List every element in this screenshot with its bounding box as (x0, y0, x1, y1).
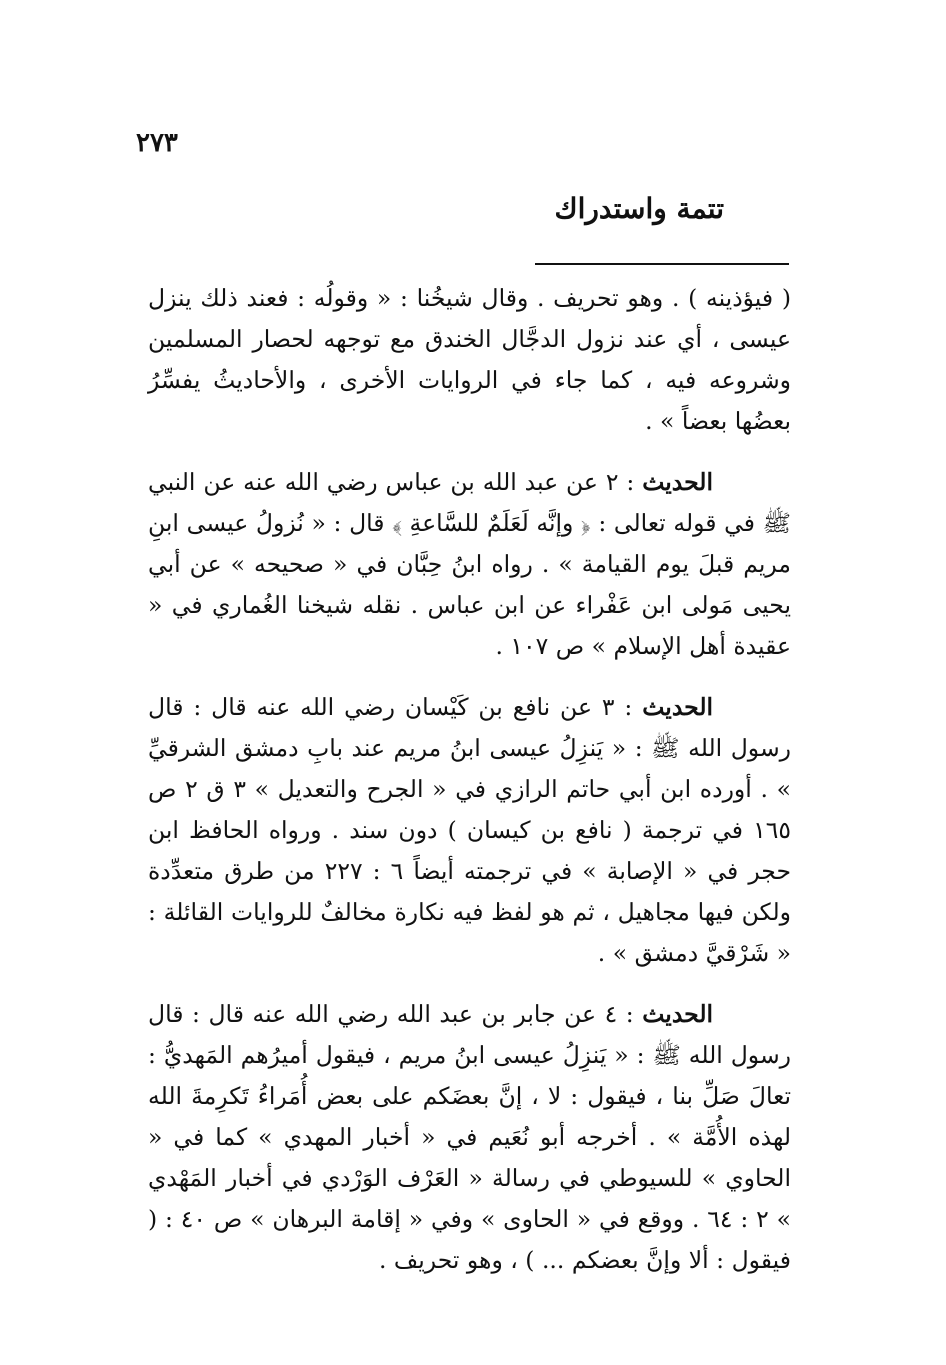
paragraph-text: ( فيؤذينه ) . وهو تحريف . وقال شيخُنا : « وقولُه : فعند ذلك ينزل عيسى ، أي عند نزول الدجَّال الخندق مع توجهه لحصار المسلمين وشروعه فيه ، كما جاء في الروايات الأخرى ، والأحاديثُ يفسِّرُ بعضُها بعضاً » . (148, 284, 791, 435)
paragraph-continuation (148, 278, 791, 442)
divider-rule (535, 263, 789, 265)
page-number: ٢٧٣ (136, 128, 178, 158)
hadith-label: الحديث (642, 1000, 714, 1028)
hadith-label: الحديث (642, 693, 714, 721)
section-title: تتمة واستدراك (554, 192, 724, 225)
paragraph-text: : ٣ عن نافع بن كَيْسان رضي الله عنه قال : قال رسول الله ﷺ : « يَنزِلُ عيسى ابنُ مريم عند بابِ دمشق الشرقيِّ » . أورده ابن أبي حاتم الرازي في « الجرح والتعديل » ٣ ق ٢ ص ١٦٥ في ترجمة ( نافع بن كيسان ) دون سند . ورواه الحافظ ابن حجر في « الإصابة » في ترجمته أيضاً ٦ : ٢٢٧ من طرق متعدِّدة ولكن فيها مجاهيل ، ثم هو لفظ فيه نكارة مخالفٌ للروايات القائلة : « شَرْقيَّ دمشق » . (148, 693, 791, 967)
hadith-paragraph-4 (148, 994, 791, 1281)
hadith-paragraph-2 (148, 462, 791, 667)
hadith-label: الحديث (642, 468, 713, 496)
paragraph-text: : ٢ عن عبد الله بن عباس رضي الله عنه عن النبي ﷺ في قوله تعالى : ﴿ وإنَّه لَعَلَمٌ للسَّاعةِ ﴾ قال : « نُزولُ عيسى ابنِ مريم قبلَ يوم القيامة » . رواه ابنُ حِبَّان في « صحيحه » عن أبي يحيى مَولى ابن عَفْراء عن ابن عباس . نقله شيخنا الغُماري في « عقيدة أهل الإسلام » ص ١٠٧ . (148, 468, 791, 660)
body-text (148, 278, 791, 1301)
hadith-paragraph-3 (148, 687, 791, 974)
paragraph-text: : ٤ عن جابر بن عبد الله رضي الله عنه قال : قال رسول الله ﷺ : « يَنزِلُ عيسى ابنُ مريم ، فيقول أميرُهم المَهديُّ : تعالَ صَلِّ بنا ، فيقول : لا ، إنَّ بعضَكم على بعض أُمَراءُ تَكرِمةَ الله لهذه الأُمَّة » . أخرجه أبو نُعَيم في « أخبار المهدي » كما في « الحاوي » للسيوطي في رسالة « العَرْف الوَرْدي في أخبار المَهْدي » ٢ : ٦٤ . ووقع في « الحاوى » وفي « إقامة البرهان » ص ٤٠ : ( فيقول : ألا وإنَّ بعضكم ... ) ، وهو تحريف . (148, 1000, 791, 1274)
